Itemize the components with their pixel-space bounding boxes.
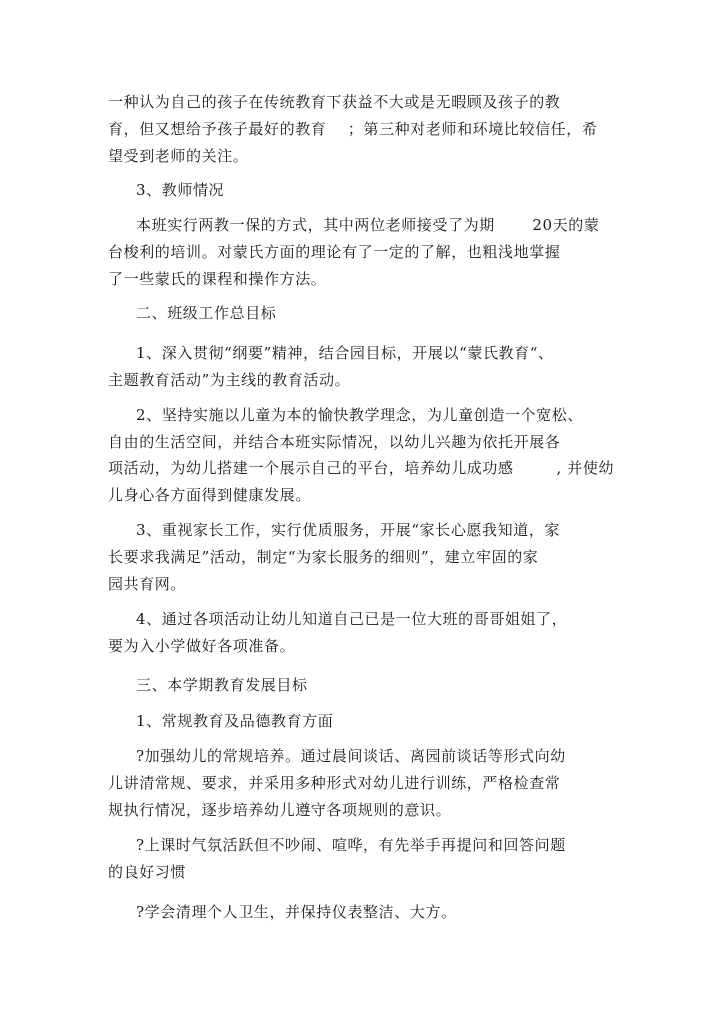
body-line: 台梭利的培训。对蒙氏方面的理论有了一定的了解，也粗浅地掌握 bbox=[108, 243, 561, 261]
body-line: ?加强幼儿的常规培养。通过晨间谈话、离园前谈话等形式向幼 bbox=[136, 747, 566, 765]
body-line: 望受到老师的关注。 bbox=[108, 147, 249, 165]
body-line: 2、坚持实施以儿童为本的愉快教学理念，为儿童创造一个宽松、 bbox=[136, 406, 583, 424]
body-line: ?学会清理个人卫生，并保持仪表整洁、大方。 bbox=[136, 903, 457, 921]
body-line: 要为入小学做好各项准备。 bbox=[108, 637, 296, 655]
body-line: 本班实行两教一保的方式，其中两位老师接受了为期 20天的蒙 bbox=[136, 216, 600, 234]
body-line: 育，但又想给予孩子最好的教育 ；第三种对老师和环境比较信任，希 bbox=[108, 120, 598, 138]
body-line: 规执行情况，逐步培养幼儿遵守各项规则的意识。 bbox=[108, 801, 452, 819]
body-line: 园共育网。 bbox=[108, 575, 187, 593]
body-line: 一种认为自己的孩子在传统教育下获益不大或是无暇顾及孩子的教 bbox=[108, 93, 561, 111]
body-line: ?上课时气氛活跃但不吵闹、喧哗，有先举手再提问和回答问题 bbox=[136, 836, 566, 854]
subsection-heading: 1、常规教育及品德教育方面 bbox=[136, 712, 334, 730]
body-line: 自由的生活空间，并结合本班实际情况，以幼儿兴趣为依托开展各 bbox=[108, 433, 561, 451]
section-heading: 3、教师情况 bbox=[136, 181, 225, 199]
body-line: 1、深入贯彻“纲要”精神，结合园目标，开展以“蒙氏教育“、 bbox=[136, 344, 554, 362]
body-line: 儿身心各方面得到健康发展。 bbox=[108, 486, 311, 504]
body-line: 了一些蒙氏的课程和操作方法。 bbox=[108, 270, 327, 288]
body-line: 长要求我满足”活动，制定“为家长服务的细则”，建立牢固的家 bbox=[108, 548, 539, 566]
body-line: 儿讲清常规、要求，并采用多种形式对幼儿进行训练，严格检查常 bbox=[108, 774, 561, 792]
body-line: 项活动，为幼儿搭建一个展示自己的平台，培养幼儿成功感 , 并使幼 bbox=[108, 459, 615, 477]
section-heading: 二、班级工作总目标 bbox=[136, 304, 277, 322]
body-line: 主题教育活动”为主线的教育活动。 bbox=[108, 371, 351, 389]
section-heading: 三、本学期教育发展目标 bbox=[136, 676, 308, 694]
body-line: 3、重视家长工作，实行优质服务，开展“家长心愿我知道，家 bbox=[136, 521, 561, 539]
body-line: 的良好习惯 bbox=[108, 863, 187, 881]
body-line: 4、通过各项活动让幼儿知道自己已是一位大班的哥哥姐姐了， bbox=[136, 610, 568, 628]
